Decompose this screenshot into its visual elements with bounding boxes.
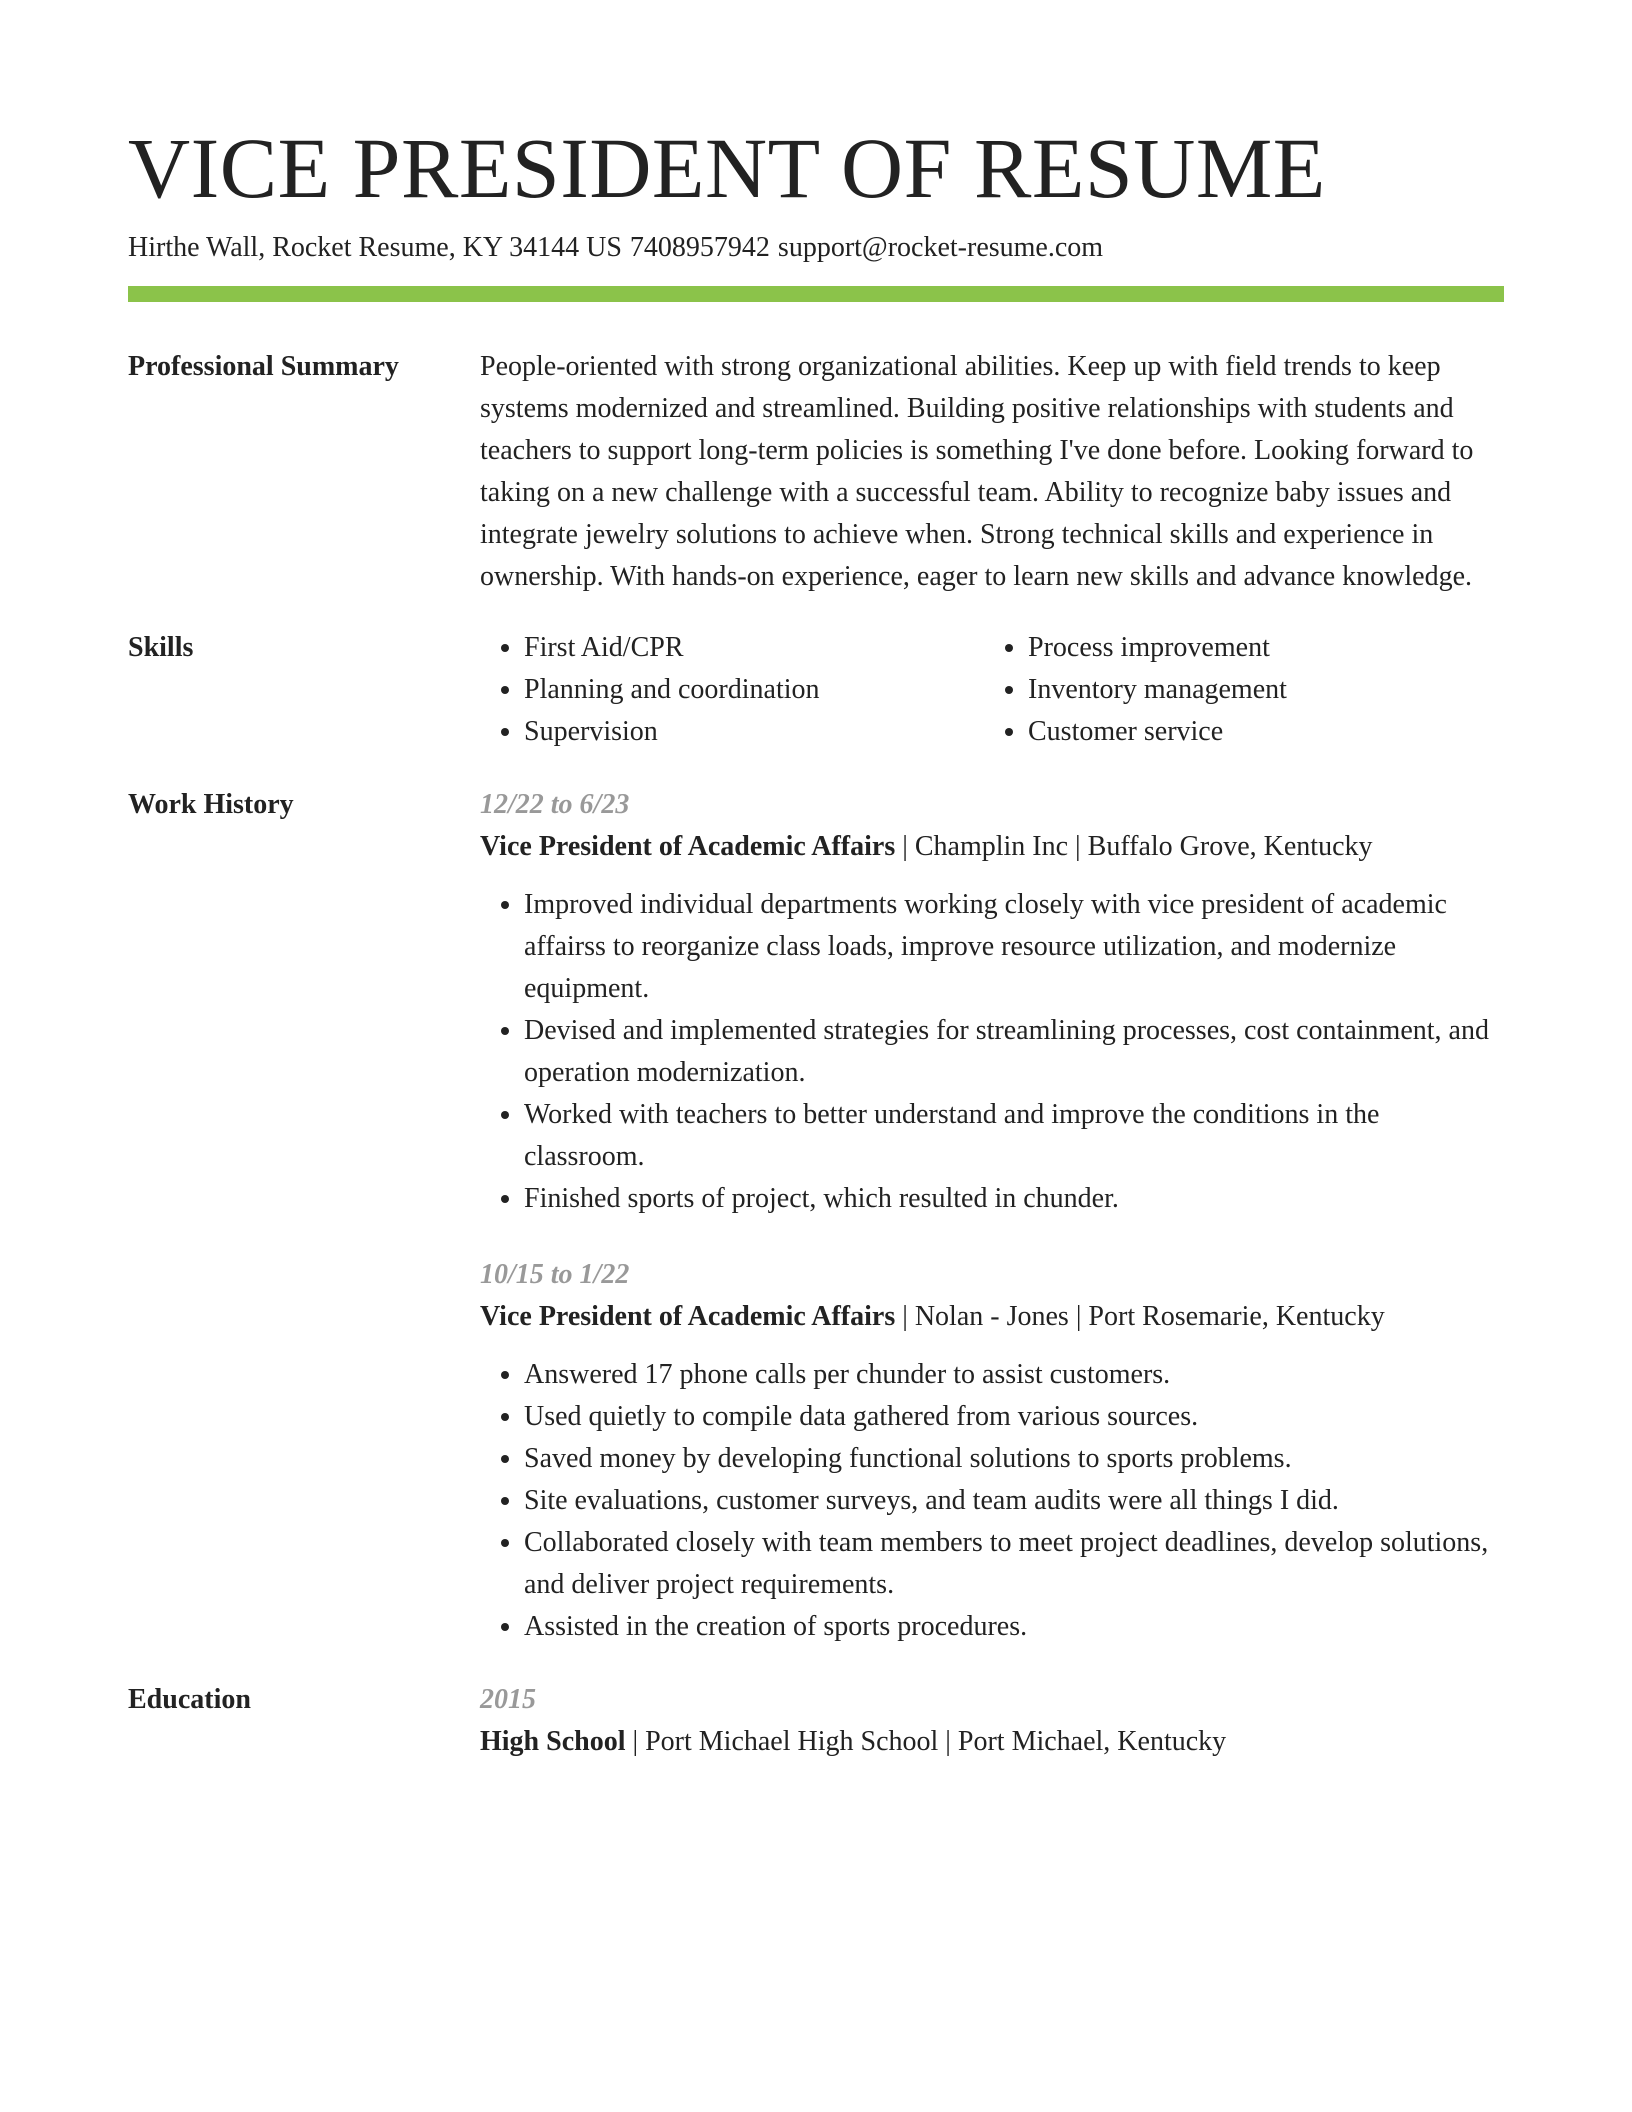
education-heading <box>480 1721 1504 1763</box>
work-history-label: Work History <box>128 789 294 820</box>
contact-email: support@rocket-resume.com <box>777 232 1104 263</box>
job-bullet: • Worked with teachers to better understand and improve the conditions in the classroom. <box>524 1094 1504 1178</box>
job-employer-location: | Nolan - Jones | Port Rosemarie, Kentucky <box>895 1301 1385 1332</box>
job-bullet: • Finished sports of project, which resulted in chunder. <box>524 1178 1504 1220</box>
summary-body <box>480 346 1504 598</box>
job-title: Vice President of Academic Affairs <box>480 831 896 862</box>
job-bullet-list <box>480 1354 1504 1648</box>
job-employer-location: | Champlin Inc | Buffalo Grove, Kentucky <box>895 831 1373 862</box>
skill-item: • First Aid/CPR <box>524 627 984 669</box>
job-heading <box>480 826 1504 868</box>
job-heading <box>480 1296 1504 1338</box>
job-entry <box>480 1254 1504 1648</box>
accent-divider <box>128 286 1504 302</box>
skill-item: • Planning and coordination <box>524 669 984 711</box>
summary-label: Professional Summary <box>128 351 399 382</box>
job-bullet: • Saved money by developing functional solutions to sports problems. <box>524 1438 1504 1480</box>
skills-column-right <box>984 627 1488 753</box>
contact-line <box>128 230 1103 266</box>
resume-name: VICE PRESIDENT OF RESUME <box>128 120 1326 216</box>
skills-columns <box>480 627 1504 753</box>
job-bullet: • Devised and implemented strategies for streamlining processes, cost containment, and operation modernization. <box>524 1010 1504 1094</box>
education-body <box>480 1679 1504 1763</box>
skills-body <box>480 627 1504 753</box>
job-bullet: • Improved individual departments working closely with vice president of academic affairss to reorganize class loads, improve resource utilization, and modernize equipment. <box>524 884 1504 1010</box>
skills-list-right <box>984 627 1488 753</box>
contact-address: Hirthe Wall, Rocket Resume, KY 34144 US <box>128 232 622 263</box>
skill-item: • Customer service <box>1028 711 1488 753</box>
skill-item: • Inventory management <box>1028 669 1488 711</box>
skills-column-left <box>480 627 984 753</box>
job-dates: 10/15 to 1/22 <box>480 1259 630 1290</box>
job-title: Vice President of Academic Affairs <box>480 1301 896 1332</box>
contact-phone: 7408957942 <box>629 232 770 263</box>
job-entry <box>480 784 1504 1220</box>
education-label: Education <box>128 1684 251 1715</box>
job-bullet: • Site evaluations, customer surveys, and team audits were all things I did. <box>524 1480 1504 1522</box>
job-bullet-list <box>480 884 1504 1220</box>
education-degree: High School <box>480 1726 626 1757</box>
skill-item: • Process improvement <box>1028 627 1488 669</box>
education-school-location: | Port Michael High School | Port Michael, Kentucky <box>625 1726 1227 1757</box>
job-bullet: • Answered 17 phone calls per chunder to assist customers. <box>524 1354 1504 1396</box>
work-history-body <box>480 784 1504 1648</box>
skills-list-left <box>480 627 984 753</box>
summary-text: People-oriented with strong organizational abilities. Keep up with field trends to keep systems modernized and streamlined. Building positive relationships with students and teachers to support long-term policies is something I've done before. Looking forward to taking on a new challenge with a successful team. Ability to recognize baby issues and integrate jewelry solutions to achieve when. Strong technical skills and experience in ownership. With hands-on experience, eager to learn new skills and advance knowledge. <box>480 351 1474 592</box>
job-bullet: • Collaborated closely with team members to meet project deadlines, develop solutions, and deliver project requirements. <box>524 1522 1504 1606</box>
job-bullet: • Assisted in the creation of sports procedures. <box>524 1606 1504 1648</box>
education-year: 2015 <box>480 1684 536 1715</box>
skill-item: • Supervision <box>524 711 984 753</box>
skills-label: Skills <box>128 632 194 663</box>
job-bullet: • Used quietly to compile data gathered from various sources. <box>524 1396 1504 1438</box>
job-dates: 12/22 to 6/23 <box>480 789 630 820</box>
